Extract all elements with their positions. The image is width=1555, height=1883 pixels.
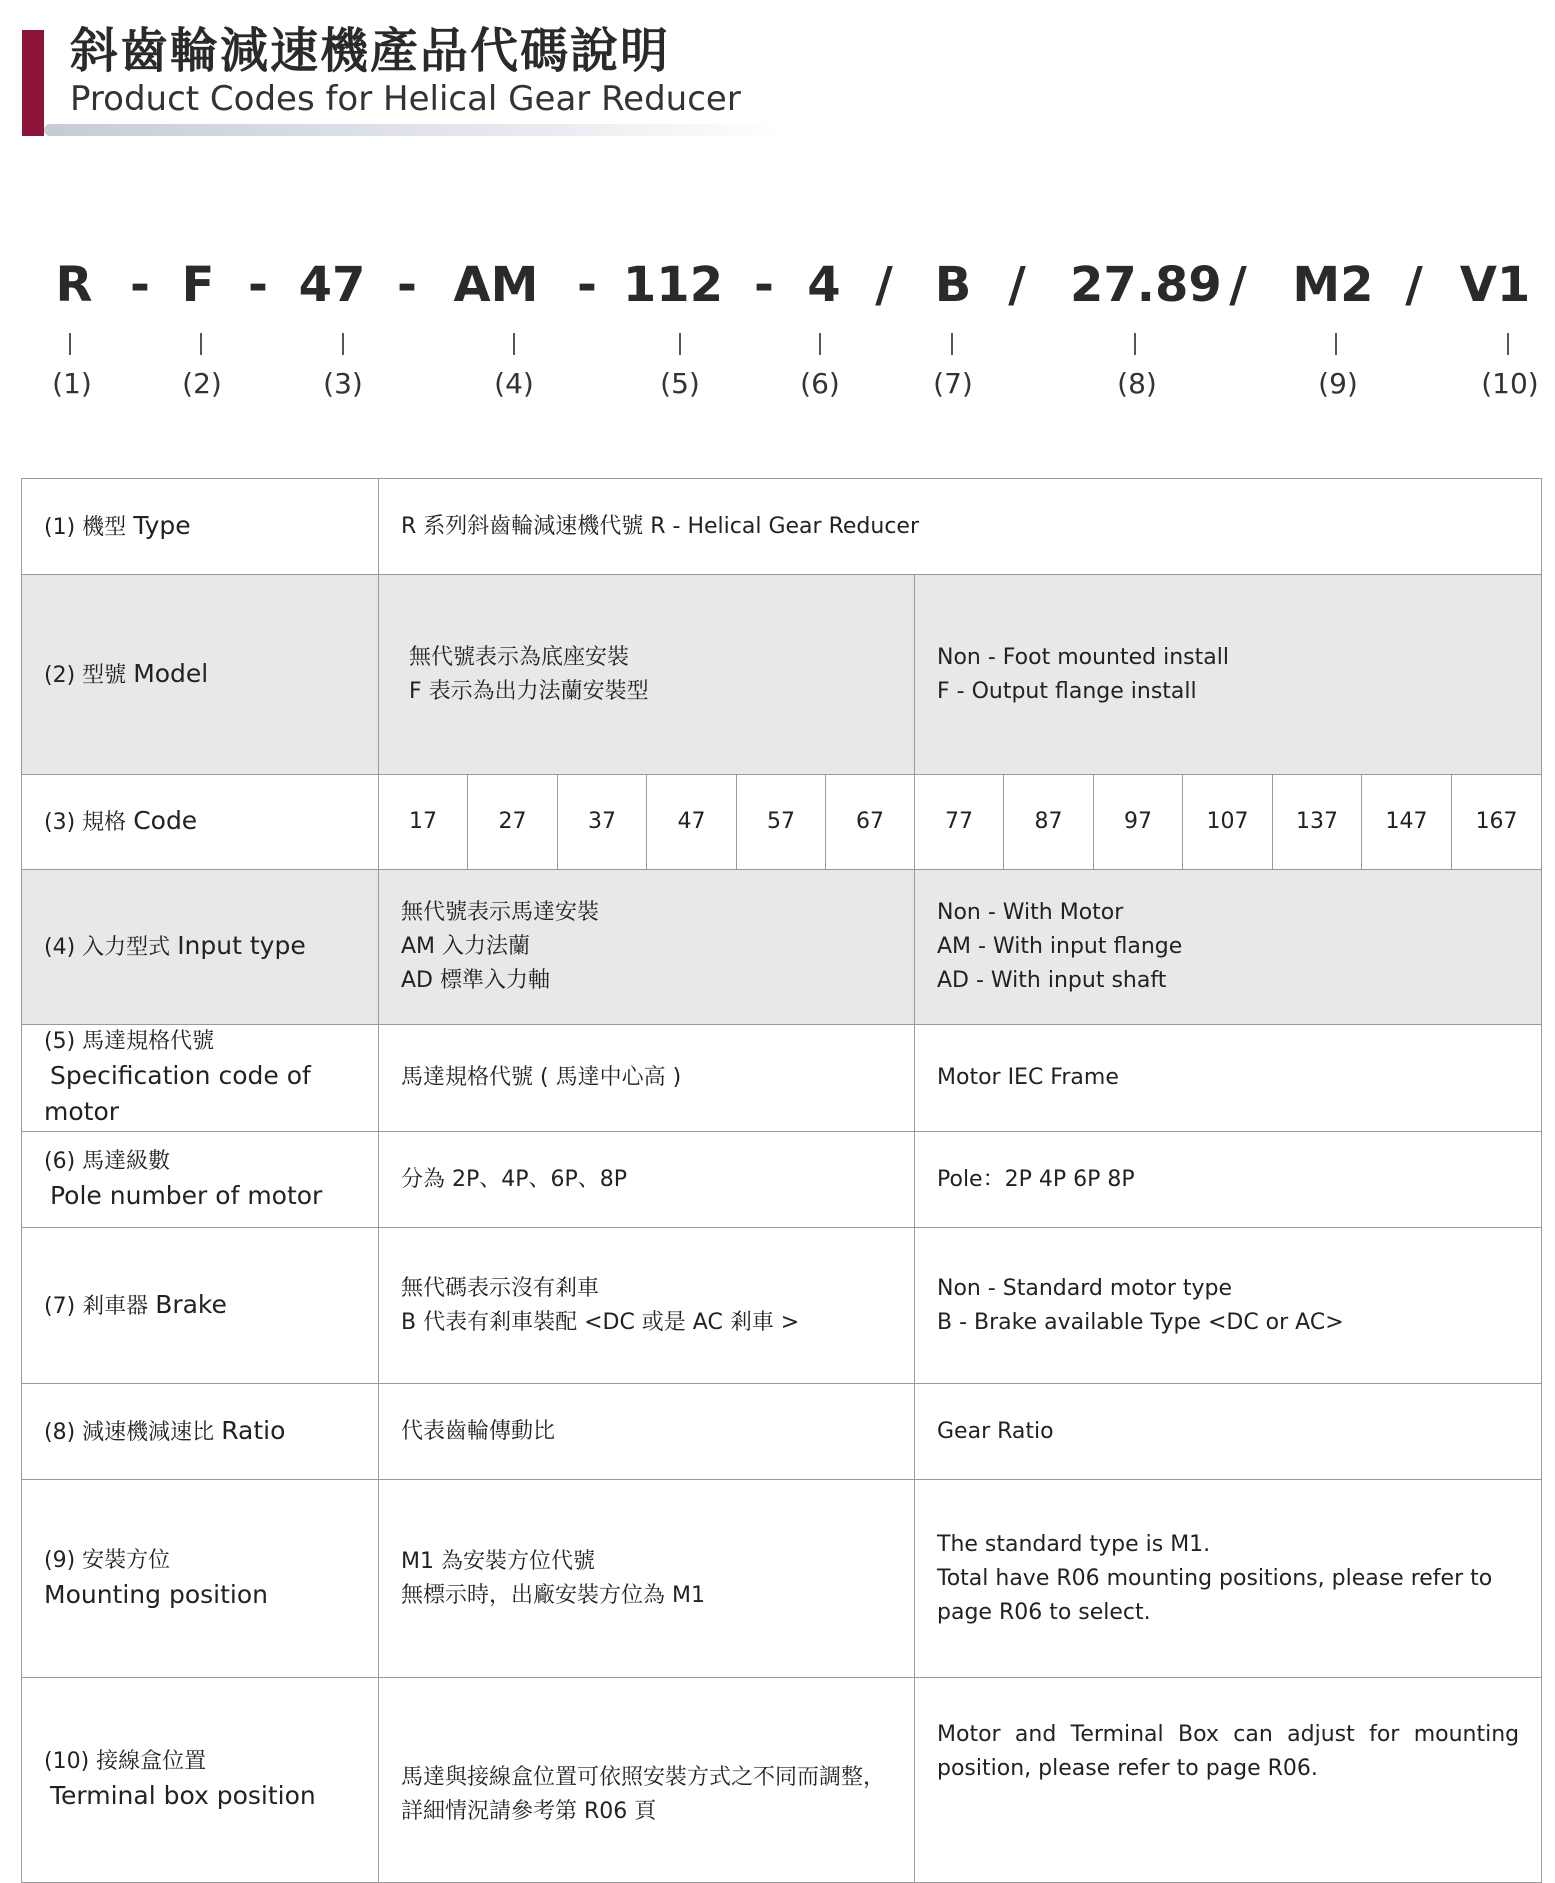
code-cell: 47 [647,775,737,870]
code-token-47: 47 [298,257,366,313]
code-tick [1134,333,1136,355]
row-content: R 系列斜齒輪減速機代號 R - Helical Gear Reducer [379,479,1542,575]
code-cell: 87 [1004,775,1094,870]
code-cell: 57 [737,775,826,870]
row-content-zh: 馬達規格代號 ( 馬達中心高 ) [379,1025,915,1132]
code-number: (1) [52,367,92,400]
code-number: (3) [323,367,363,400]
code-number: (4) [494,367,534,400]
code-cell: 37 [558,775,647,870]
row-content-en: Motor and Terminal Box can adjust for mounting position, please refer to page R06. [915,1678,1542,1883]
page-title: 斜齒輪減速機產品代碼說明 [70,23,671,79]
code-tick [1507,333,1509,355]
code-cell: 167 [1452,775,1542,870]
code-slash: / [875,257,893,313]
row-content-en: Non - With Motor AM - With input flange AD - With input shaft [915,870,1542,1025]
row-content-zh: M1 為安裝方位代號 無標示時，出廠安裝方位為 M1 [379,1480,915,1678]
code-tick [342,333,344,355]
row-content-zh: 無代號表示為底座安裝 F 表示為出力法蘭安裝型 [379,575,915,775]
code-tick [951,333,953,355]
row-label: (5) 馬達規格代號 Specification code of motor [22,1025,379,1132]
row-content-en: Gear Ratio [915,1384,1542,1480]
code-number: (9) [1318,367,1358,400]
code-separator: - [397,257,417,313]
code-number: (8) [1117,367,1157,400]
code-cell: 17 [379,775,468,870]
row-content-zh: 無代號表示馬達安裝 AM 入力法蘭 AD 標準入力軸 [379,870,915,1025]
code-cell: 107 [1183,775,1273,870]
code-tick [69,333,71,355]
table-row [22,1228,1542,1384]
row-label: (10) 接線盒位置 Terminal box position [22,1678,379,1883]
code-separator: - [754,257,774,313]
code-cell: 147 [1362,775,1452,870]
code-cell: 27 [468,775,558,870]
code-slash: / [1229,257,1247,313]
accent-bar [22,30,44,136]
code-token-v1: V1 [1459,257,1531,313]
row-label: (4) 入力型式 Input type [22,870,379,1025]
row-content-zh: 代表齒輪傳動比 [379,1384,915,1480]
row-content-en: Motor IEC Frame [915,1025,1542,1132]
table-row [22,575,1542,775]
table-row [22,1132,1542,1228]
code-token-ratio: 27.89 [1070,257,1222,313]
code-tick [200,333,202,355]
title-underline [44,124,784,136]
row-content-zh: 無代碼表示沒有剎車 B 代表有剎車裝配 <DC 或是 AC 剎車 > [379,1228,915,1384]
code-token-f: F [181,257,215,313]
row-label: (7) 剎車器 Brake [22,1228,379,1384]
code-token-112: 112 [622,257,724,313]
row-label: (8) 減速機減速比 Ratio [22,1384,379,1480]
page-subtitle: Product Codes for Helical Gear Reducer [70,79,741,119]
table-row [22,1480,1542,1678]
code-number: (5) [660,367,700,400]
code-slash: / [1008,257,1026,313]
row-label: (1) 機型 Type [22,479,379,575]
row-content-zh: 馬達與接線盒位置可依照安裝方式之不同而調整，詳細情況請參考第 R06 頁 [379,1678,915,1883]
code-tick [513,333,515,355]
code-token-b: B [934,257,972,313]
code-tick [1335,333,1337,355]
table-row [22,1384,1542,1480]
table-row [22,1678,1542,1883]
row-label: (6) 馬達級數 Pole number of motor [22,1132,379,1228]
code-separator: - [248,257,268,313]
code-cell: 77 [915,775,1004,870]
row-content-en: The standard type is M1. Total have R06 mounting positions, please refer to page R06 to select. [915,1480,1542,1678]
code-token-am: AM [453,257,539,313]
product-code-table [21,478,1542,1883]
code-number: (7) [933,367,973,400]
code-token-4: 4 [807,257,841,313]
table-row [22,775,1542,870]
code-separator: - [130,257,150,313]
row-label: (9) 安裝方位 Mounting position [22,1480,379,1678]
row-content-en: Pole：2P 4P 6P 8P [915,1132,1542,1228]
code-tick [819,333,821,355]
code-tick [679,333,681,355]
code-slash: / [1405,257,1423,313]
code-separator: - [577,257,597,313]
code-token-r: R [55,257,93,313]
row-content-en: Non - Foot mounted install F - Output flange install [915,575,1542,775]
row-content-zh: 分為 2P、4P、6P、8P [379,1132,915,1228]
row-label: (2) 型號 Model [22,575,379,775]
row-label: (3) 規格 Code [22,775,379,870]
code-cell: 97 [1094,775,1183,870]
code-cell: 67 [826,775,915,870]
table-row [22,1025,1542,1132]
code-token-m2: M2 [1292,257,1374,313]
table-row [22,479,1542,575]
code-number: (10) [1481,367,1539,400]
code-cell: 137 [1273,775,1362,870]
code-number: (2) [182,367,222,400]
code-number: (6) [800,367,840,400]
table-row [22,870,1542,1025]
row-content-en: Non - Standard motor type B - Brake available Type <DC or AC> [915,1228,1542,1384]
